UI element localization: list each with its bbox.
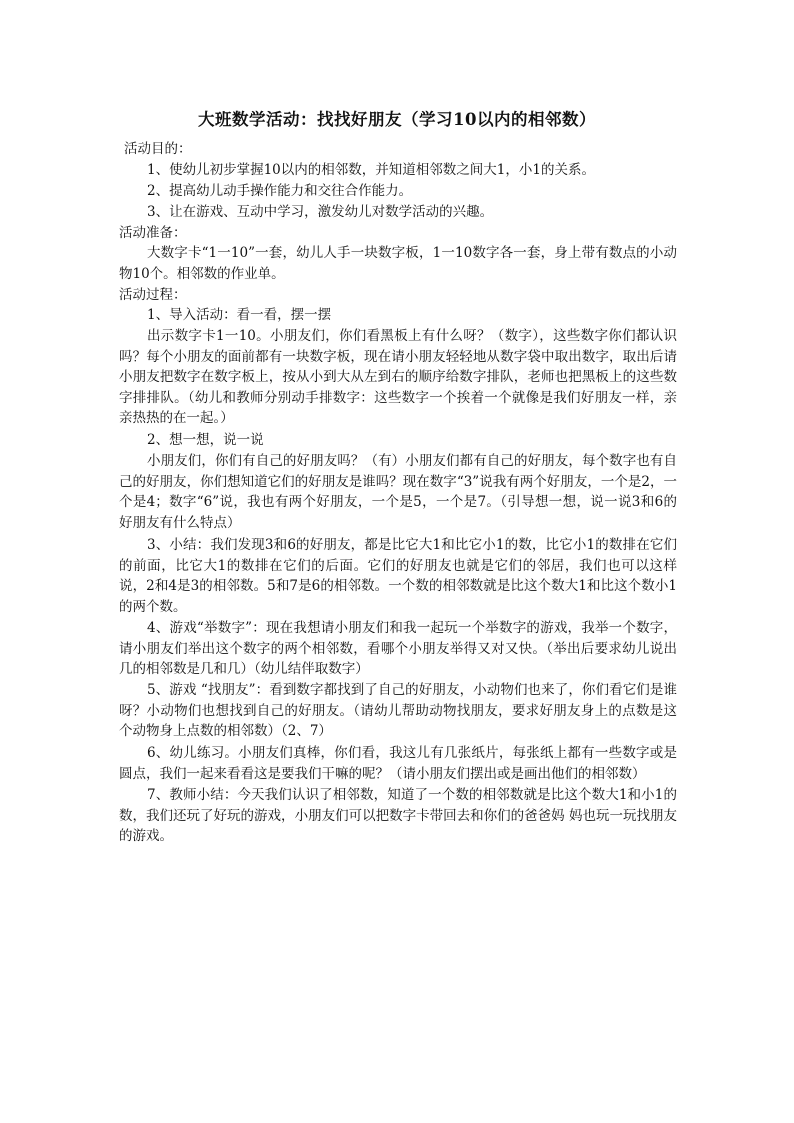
prep-heading: 活动准备： (119, 225, 187, 241)
step2-paragraph: 小朋友们，你们有自己的好朋友吗？（有）小朋友们都有自己的好朋友，每个数字也有自己的好朋友，你们想知道它们的好朋友是谁吗？现在数字“3”说我有两个好朋友，一个是2，一个是4；数字“6”说，我也有两个好朋友，一个是5，一个是7。（引导想一想，说一说3和6的好朋友有什么特点） (119, 453, 677, 531)
process-heading: 活动过程： (119, 287, 187, 303)
document-title: 大班数学活动：找找好朋友（学习10以内的相邻数） (198, 110, 596, 129)
step7-paragraph: 7、教师小结：今天我们认识了相邻数，知道了一个数的相邻数就是比这个数大1和小1的数，我们还玩了好玩的游戏，小朋友们可以把数字卡带回去和你们的爸爸妈 妈也玩一玩找朋友的游戏。 (119, 787, 677, 845)
step2-title: 2、想一想，说一说 (147, 432, 264, 448)
step3-paragraph: 3、小结：我们发现3和6的好朋友，都是比它大1和比它小1的数，比它小1的数排在它们的前面，比它大1的数排在它们的后面。它们的好朋友也就是它们的邻居，我们也可以这样说，2和4是3的相邻数。5和7是6的相邻数。一个数的相邻数就是比这个数大1和比这个数小1的两个数。 (119, 537, 677, 615)
goal-item-3: 3、让在游戏、互动中学习，激发幼儿对数学活动的兴趣。 (147, 204, 494, 220)
goal-item-1: 1、使幼儿初步掌握10以内的相邻数，并知道相邻数之间大1，小1的关系。 (147, 162, 595, 178)
step6-paragraph: 6、幼儿练习。小朋友们真棒，你们看，我这儿有几张纸片，每张纸上都有一些数字或是圆点，我们一起来看看这是要我们干嘛的呢？（请小朋友们摆出或是画出他们的相邻数） (119, 745, 677, 782)
prep-paragraph: 大数字卡“1一10”一套，幼儿人手一块数字板，1一10数字各一套，身上带有数点的小动物10个。相邻数的作业单。 (119, 245, 677, 282)
step1-title: 1、导入活动：看一看，摆一摆 (147, 307, 332, 323)
step5-paragraph: 5、游戏 “找朋友”：看到数字都找到了自己的好朋友，小动物们也来了，你们看它们是谁呀？小动物们也想找到自己的好朋友。（请幼儿帮助动物找朋友，要求好朋友身上的点数是这个动物身上点数的相邻数）（2、7） (119, 682, 677, 740)
goal-item-2: 2、提高幼儿动手操作能力和交往合作能力。 (147, 183, 413, 199)
step1-paragraph: 出示数字卡1一10。小朋友们，你们看黑板上有什么呀？（数字），这些数字你们都认识吗？每个小朋友的面前都有一块数字板，现在请小朋友轻轻地从数字袋中取出数字，取出后请小朋友把数字在数字板上，按从小到大从左到右的顺序给数字排队，老师也把黑板上的这些数字排排队。（幼儿和教师分别动手排数字：这些数字一个挨着一个就像是我们好朋友一样，亲亲热热的在一起。） (119, 328, 677, 427)
goal-heading: 活动目的： (124, 141, 192, 157)
step4-paragraph: 4、游戏“举数字”：现在我想请小朋友们和我一起玩一个举数字的游戏，我举一个数字，请小朋友们举出这个数字的两个相邻数，看哪个小朋友举得又对又快。（举出后要求幼儿说出几的相邻数是几和几）（幼儿结伴取数字） (119, 620, 677, 678)
